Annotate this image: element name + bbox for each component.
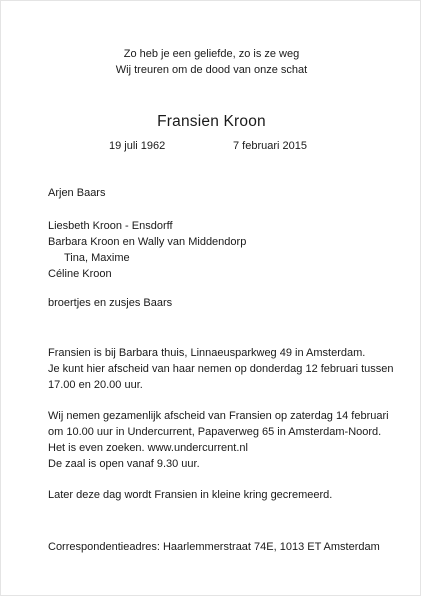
birth-date: 19 juli 1962 [109,140,166,152]
partner-name: Arjen Baars [48,187,106,199]
relative-line: Tina, Maxime [64,252,130,264]
relative-line: Barbara Kroon en Wally van Middendorp [48,236,247,248]
quote-line-2: Wij treuren om de dood van onze schat [115,64,308,76]
notice-line: Fransien is bij Barbara thuis, Linnaeusparkweg 49 in Amsterdam. [48,347,366,359]
notice-line: om 10.00 uur in Undercurrent, Papaverweg 65 in Amsterdam-Noord. [48,426,382,438]
notice-line: Wij nemen gezamenlijk afscheid van Fransien op zaterdag 14 februari [48,410,389,422]
relative-line: Liesbeth Kroon - Ensdorff [48,220,173,232]
notice-line: De zaal is open vanaf 9.30 uur. [48,458,200,470]
notice-line: 17.00 en 20.00 uur. [48,379,143,391]
death-date: 7 februari 2015 [233,140,307,152]
notice-line: Je kunt hier afscheid van haar nemen op donderdag 12 februari tussen [48,363,394,375]
deceased-name: Fransien Kroon [157,113,266,130]
notice-line: Het is even zoeken. www.undercurrent.nl [48,442,248,454]
cremation-line: Later deze dag wordt Fransien in kleine kring gecremeerd. [48,489,333,501]
siblings-line: broertjes en zusjes Baars [48,297,173,309]
relative-line: Céline Kroon [48,268,112,280]
correspondence-address: Correspondentieadres: Haarlemmerstraat 74E, 1013 ET Amsterdam [48,541,380,553]
quote-line-1: Zo heb je een geliefde, zo is ze weg [123,48,300,60]
